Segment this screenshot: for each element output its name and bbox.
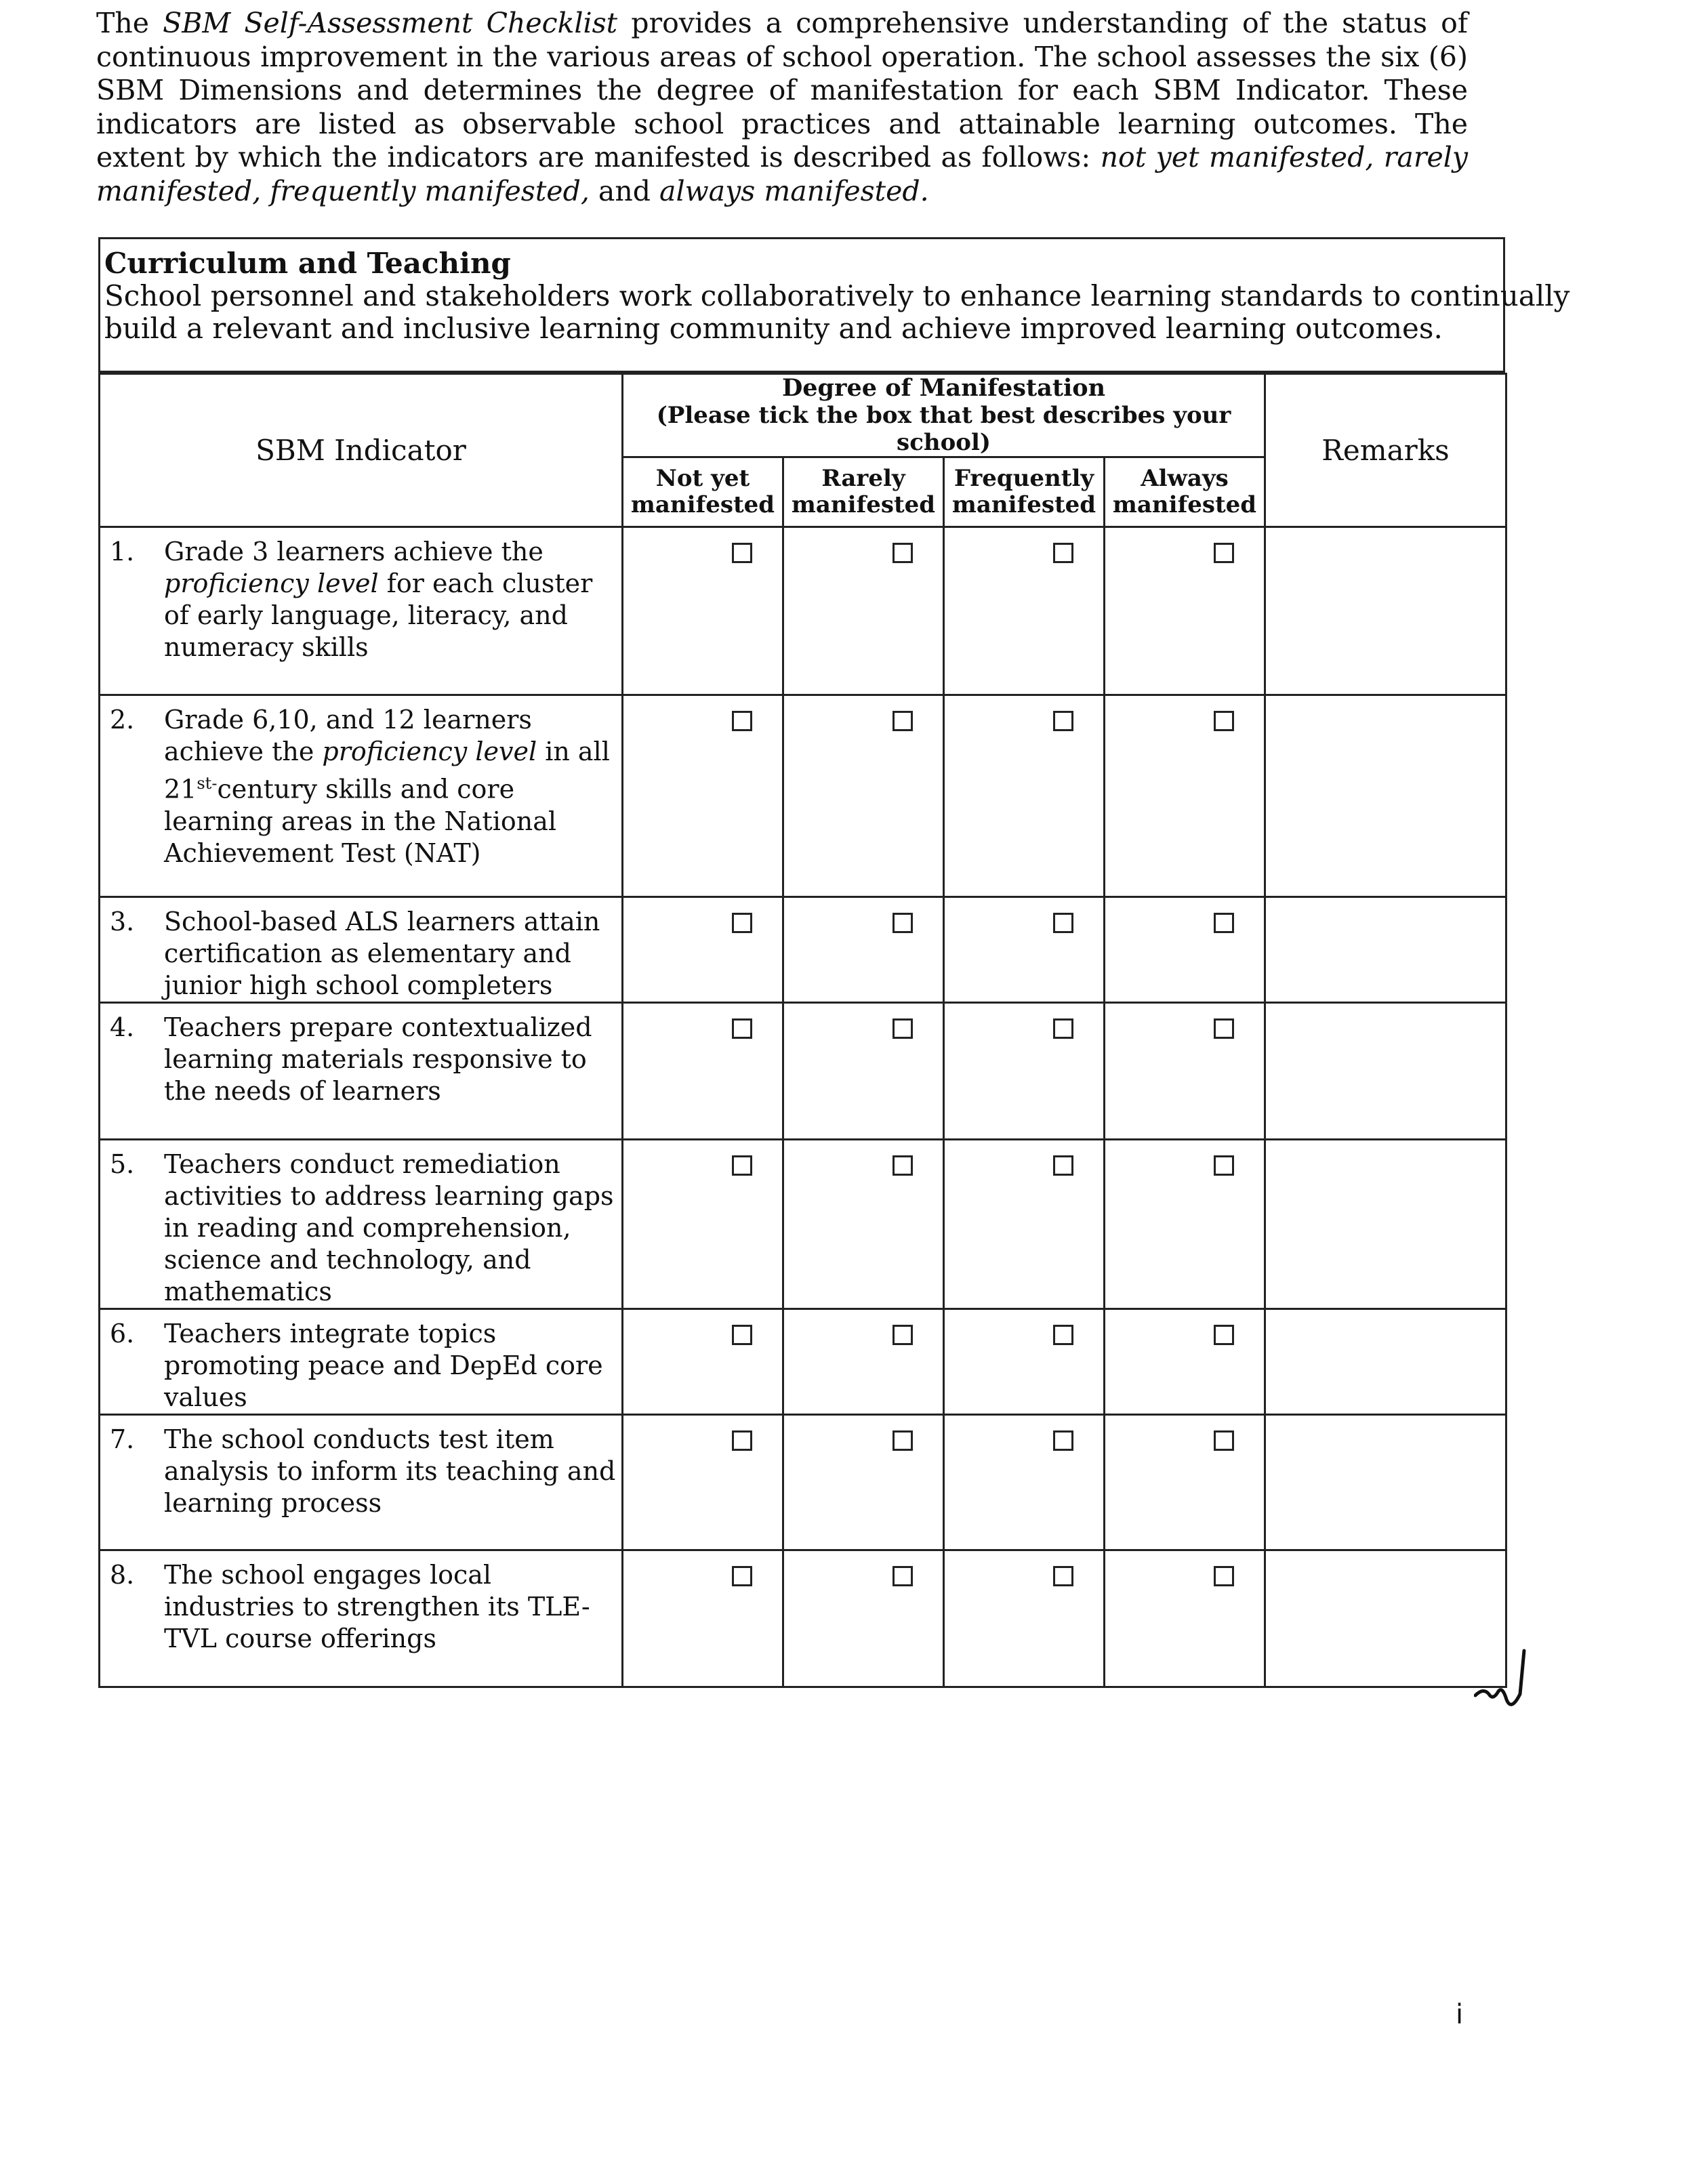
degree-header-title: Degree of Manifestation <box>781 374 1106 402</box>
remarks-cell[interactable] <box>1265 1309 1506 1415</box>
checkbox-not-yet-manifested[interactable] <box>732 1018 752 1039</box>
indicator-text: School-based ALS learners attain certification as elementary and junior high school completers <box>164 907 600 1000</box>
indicator-number: 3. <box>110 907 135 936</box>
remarks-cell[interactable] <box>1265 897 1506 1003</box>
checkbox-rarely-manifested[interactable] <box>893 913 913 933</box>
checkbox-not-yet-manifested[interactable] <box>732 1155 752 1176</box>
indicator-number: 8. <box>110 1560 135 1590</box>
checkbox-frequently-manifested[interactable] <box>1053 1018 1073 1039</box>
column-rarely-manifested: Rarely manifested <box>783 457 944 527</box>
remarks-header: Remarks <box>1265 374 1506 527</box>
section-header-box <box>98 237 1570 373</box>
degree-of-manifestation-header <box>623 374 1265 457</box>
manifestation-level-always: always manifested. <box>659 174 929 207</box>
page-number: i <box>1456 1999 1464 2030</box>
table-row <box>100 897 1506 1003</box>
indicator-number: 5. <box>110 1149 135 1179</box>
indicator-text: Teachers prepare contextualized learning materials responsive to the needs of learners <box>164 1012 592 1106</box>
intro-text: The <box>96 7 163 39</box>
section-title: Curriculum and Teaching <box>104 247 511 280</box>
table-row <box>100 527 1506 695</box>
remarks-cell[interactable] <box>1265 695 1506 897</box>
table-row <box>100 695 1506 897</box>
indicator-number: 4. <box>110 1012 135 1042</box>
indicator-text: Teachers conduct remediation activities to address learning gaps in reading and comprehension, science and technology, and mathematics <box>164 1149 614 1306</box>
checkbox-always-manifested[interactable] <box>1214 1155 1234 1176</box>
checklist-table <box>98 373 1507 1688</box>
checkbox-rarely-manifested[interactable] <box>893 1155 913 1176</box>
checkbox-frequently-manifested[interactable] <box>1053 711 1073 731</box>
indicator-cell <box>100 1309 623 1415</box>
checkbox-always-manifested[interactable] <box>1214 543 1234 563</box>
indicator-cell <box>100 1003 623 1140</box>
checkbox-always-manifested[interactable] <box>1214 1018 1234 1039</box>
indicator-text: Grade 3 learners achieve the proficiency level for each cluster of early language, literacy, and numeracy skills <box>164 537 593 662</box>
manifestation-levels: not yet manifested, rarely manifested, frequently manifested, <box>96 141 1468 207</box>
checkbox-always-manifested[interactable] <box>1214 1566 1234 1586</box>
degree-header-instruction: (Please tick the box that best describes your school) <box>656 402 1231 456</box>
checkbox-always-manifested[interactable] <box>1214 913 1234 933</box>
column-frequently-manifested: Frequently manifested <box>944 457 1105 527</box>
checkbox-not-yet-manifested[interactable] <box>732 711 752 731</box>
checkbox-rarely-manifested[interactable] <box>893 1566 913 1586</box>
checkbox-not-yet-manifested[interactable] <box>732 1566 752 1586</box>
section-description-line: build a relevant and inclusive learning community and achieve improved learning outcomes. <box>104 312 1443 345</box>
checkbox-not-yet-manifested[interactable] <box>732 543 752 563</box>
checkbox-always-manifested[interactable] <box>1214 1325 1234 1345</box>
remarks-cell[interactable] <box>1265 1003 1506 1140</box>
indicator-text: The school engages local industries to strengthen its TLE-TVL course offerings <box>164 1560 590 1653</box>
checkbox-rarely-manifested[interactable] <box>893 1018 913 1039</box>
remarks-cell[interactable] <box>1265 1415 1506 1550</box>
checkbox-rarely-manifested[interactable] <box>893 1430 913 1451</box>
indicator-cell <box>100 527 623 695</box>
table-row <box>100 1309 1506 1415</box>
column-not-yet-manifested: Not yet manifested <box>623 457 783 527</box>
table-row <box>100 1415 1506 1550</box>
remarks-cell[interactable] <box>1265 527 1506 695</box>
indicator-cell <box>100 1140 623 1309</box>
intro-text: and <box>589 174 660 207</box>
checkbox-not-yet-manifested[interactable] <box>732 913 752 933</box>
checkbox-rarely-manifested[interactable] <box>893 1325 913 1345</box>
indicator-number: 2. <box>110 705 135 735</box>
section-description-line: School personnel and stakeholders work collaboratively to enhance learning standards to continually <box>104 279 1570 312</box>
checkbox-frequently-manifested[interactable] <box>1053 1155 1073 1176</box>
remarks-cell[interactable] <box>1265 1550 1506 1687</box>
indicator-cell <box>100 1550 623 1687</box>
indicator-text: Grade 6,10, and 12 learners achieve the proficiency level in all $21^{st-}century$ skills and core learning areas in the National Achievement Test (NAT) <box>164 705 610 868</box>
remarks-cell[interactable] <box>1265 1140 1506 1309</box>
checkbox-frequently-manifested[interactable] <box>1053 1325 1073 1345</box>
checkbox-frequently-manifested[interactable] <box>1053 1430 1073 1451</box>
indicator-text: Teachers integrate topics promoting peace and DepEd core values <box>164 1319 603 1412</box>
checkbox-rarely-manifested[interactable] <box>893 543 913 563</box>
checkbox-rarely-manifested[interactable] <box>893 711 913 731</box>
indicator-number: 7. <box>110 1424 135 1454</box>
indicator-number: 6. <box>110 1319 135 1348</box>
sbm-indicator-header: SBM Indicator <box>100 374 623 527</box>
checkbox-frequently-manifested[interactable] <box>1053 543 1073 563</box>
handwritten-initial-mark <box>1474 1647 1528 1721</box>
checkbox-not-yet-manifested[interactable] <box>732 1325 752 1345</box>
indicator-cell <box>100 695 623 897</box>
checklist-title: SBM Self-Assessment Checklist <box>163 7 618 39</box>
checkbox-always-manifested[interactable] <box>1214 1430 1234 1451</box>
checkbox-always-manifested[interactable] <box>1214 711 1234 731</box>
checkbox-frequently-manifested[interactable] <box>1053 1566 1073 1586</box>
column-always-manifested: Always manifested <box>1105 457 1265 527</box>
table-row <box>100 1550 1506 1687</box>
checkbox-not-yet-manifested[interactable] <box>732 1430 752 1451</box>
table-row <box>100 1003 1506 1140</box>
table-row <box>100 1140 1506 1309</box>
indicator-number: 1. <box>110 537 135 566</box>
indicator-text: The school conducts test item analysis to inform its teaching and learning process <box>164 1424 616 1518</box>
indicator-cell <box>100 897 623 1003</box>
indicator-cell <box>100 1415 623 1550</box>
intro-paragraph <box>96 7 1468 208</box>
intro-text: provides a comprehensive understanding of the status of continuous improvement in the various areas of school operation. The school assesses the six (6) SBM Dimensions and determines the degree of manifestation for each SBM Indicator. These indicators are listed as observable school practices and attainable learning outcomes. The extent by which the indicators are manifested is described as follows: <box>96 7 1468 173</box>
checkbox-frequently-manifested[interactable] <box>1053 913 1073 933</box>
